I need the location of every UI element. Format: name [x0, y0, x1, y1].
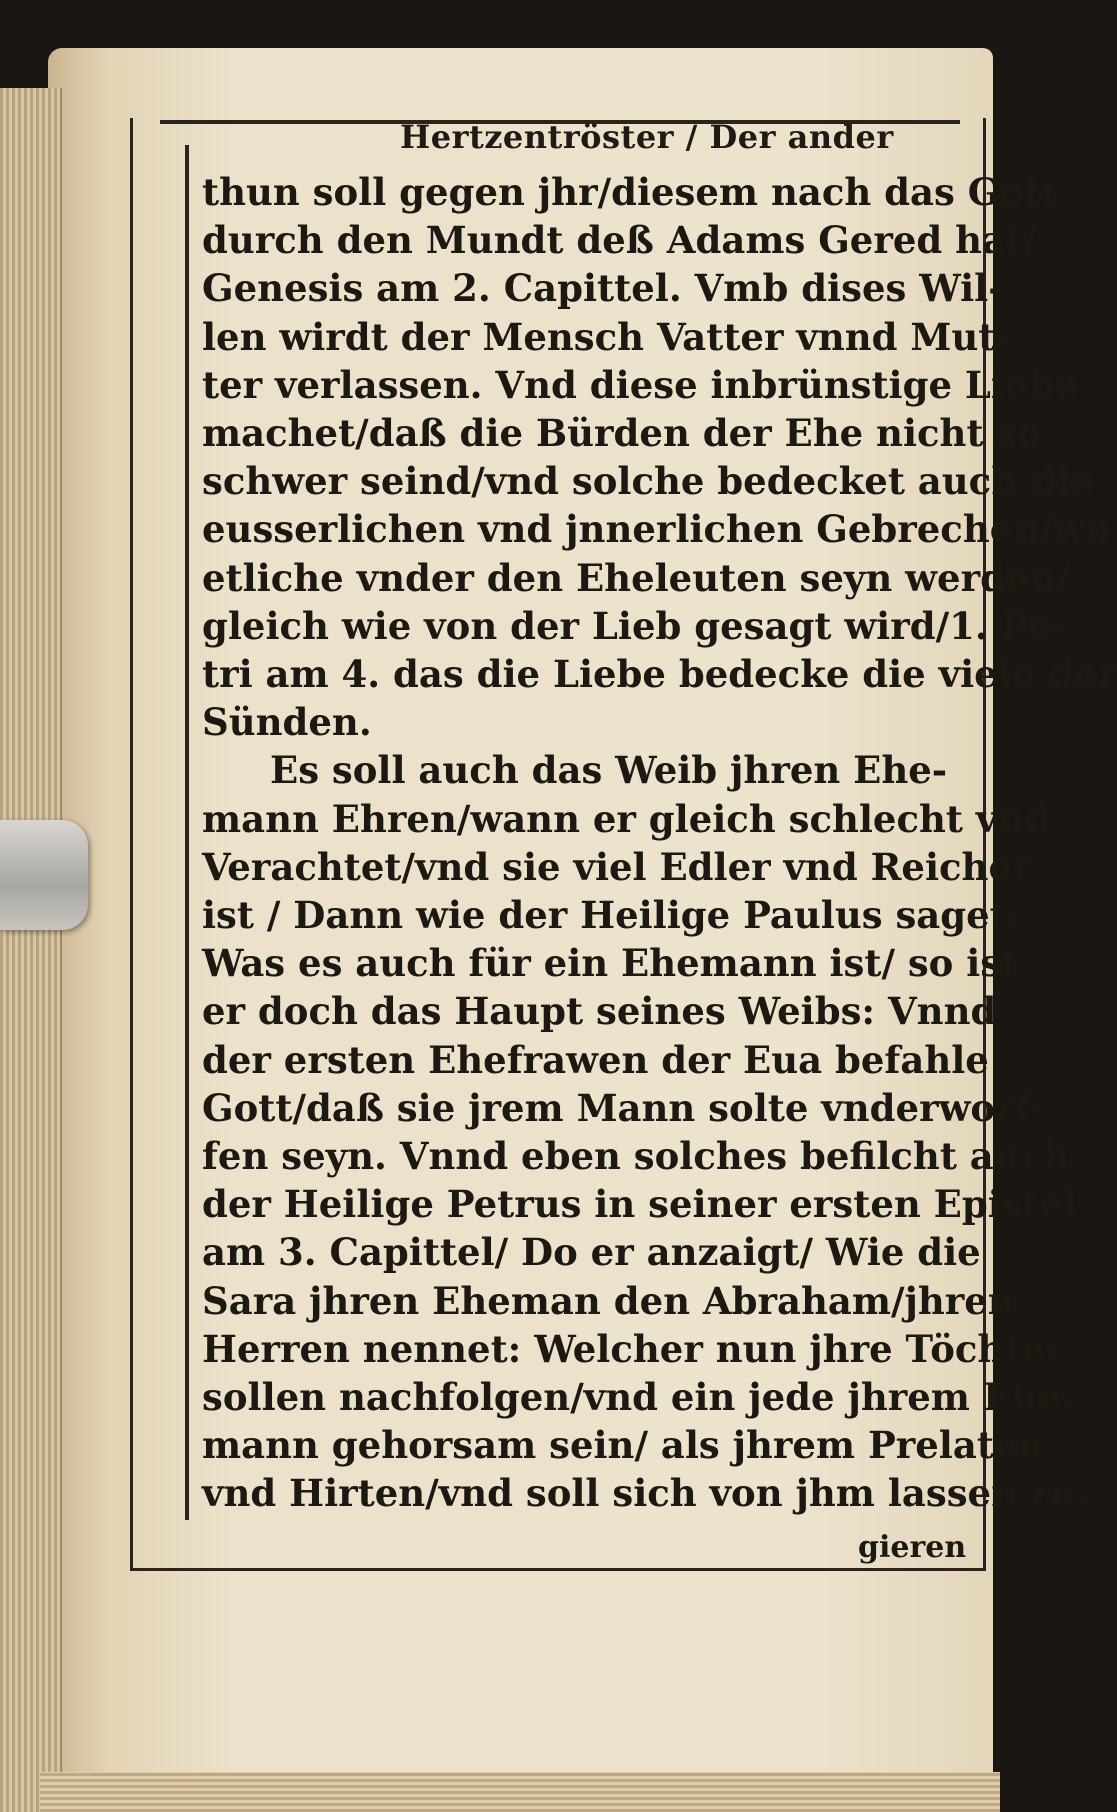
text-line: vnd Hirten/vnd soll sich von jhm lassen re-	[202, 1471, 1090, 1516]
text-line: thun soll gegen jhr/diesem nach das Gott	[202, 170, 1059, 214]
text-line: Es soll auch das Weib jhren Ehe-	[270, 748, 948, 793]
text-line: Herren nennet: Welcher nun jhre Töchter	[202, 1326, 1065, 1371]
text-line: Sara jhren Eheman den Abraham/jhren	[202, 1278, 1015, 1323]
text-line: eusserlichen vnd jnnerlichen Gebrechen/wo	[202, 507, 1111, 552]
text-line: schwer seind/vnd solche bedecket auch die	[202, 459, 1095, 504]
text-line: len wirdt der Mensch Vatter vnnd Mut-	[202, 314, 1011, 359]
text-line: mann gehorsam sein/ als jhrem Prelaten	[202, 1423, 1045, 1468]
text-line: ter verlassen. Vnd diese inbrünstige Liebe	[202, 362, 1078, 407]
catchword: gieren	[858, 1530, 967, 1565]
text-line: mann Ehren/wann er gleich schlecht vnd	[202, 796, 1051, 841]
body-text	[202, 168, 1117, 1518]
text-line: durch den Mundt deß Adams Gered hat/	[202, 218, 1037, 263]
text-line: Was es auch für ein Ehemann ist/ so ist	[202, 941, 1019, 986]
text-line: sollen nachfolgen/vnd ein jede jhrem Ehe-	[202, 1375, 1077, 1420]
text-line: Gott/daß sie jrem Mann solte vnderworf-	[202, 1085, 1045, 1130]
running-head: Hertzentröster / Der ander	[400, 118, 894, 156]
text-line: tri am 4. das die Liebe bedecke die viele der	[202, 652, 1117, 697]
text-line: ist / Dann wie der Heilige Paulus saget:	[202, 893, 1021, 938]
text-line: Genesis am 2. Capittel. Vmb dises Wil-	[202, 266, 1004, 311]
text-line: der ersten Ehefrawen der Eua befahle	[202, 1037, 989, 1082]
text-line: gleich wie von der Lieb gesagt wird/1. Pe-	[202, 603, 1067, 648]
page-edges	[0, 88, 62, 1812]
text-line: Sünden.	[202, 700, 372, 745]
text-line: machet/daß die Bürden der Ehe nicht so	[202, 411, 1042, 456]
text-line: am 3. Capittel/ Do er anzaigt/ Wie die	[202, 1230, 981, 1275]
text-line: Verachtet/vnd sie viel Edler vnd Reicher	[202, 844, 1032, 889]
text-line: der Heilige Petrus in seiner ersten Epistel	[202, 1182, 1078, 1227]
bottom-page-edges	[40, 1772, 1000, 1812]
text-line: etliche vnder den Eheleuten seyn werden/	[202, 555, 1070, 600]
book-clip	[0, 820, 88, 930]
text-line: fen seyn. Vnnd eben solches befilcht auch	[202, 1134, 1071, 1179]
text-line: er doch das Haupt seines Weibs: Vnnd	[202, 989, 997, 1034]
